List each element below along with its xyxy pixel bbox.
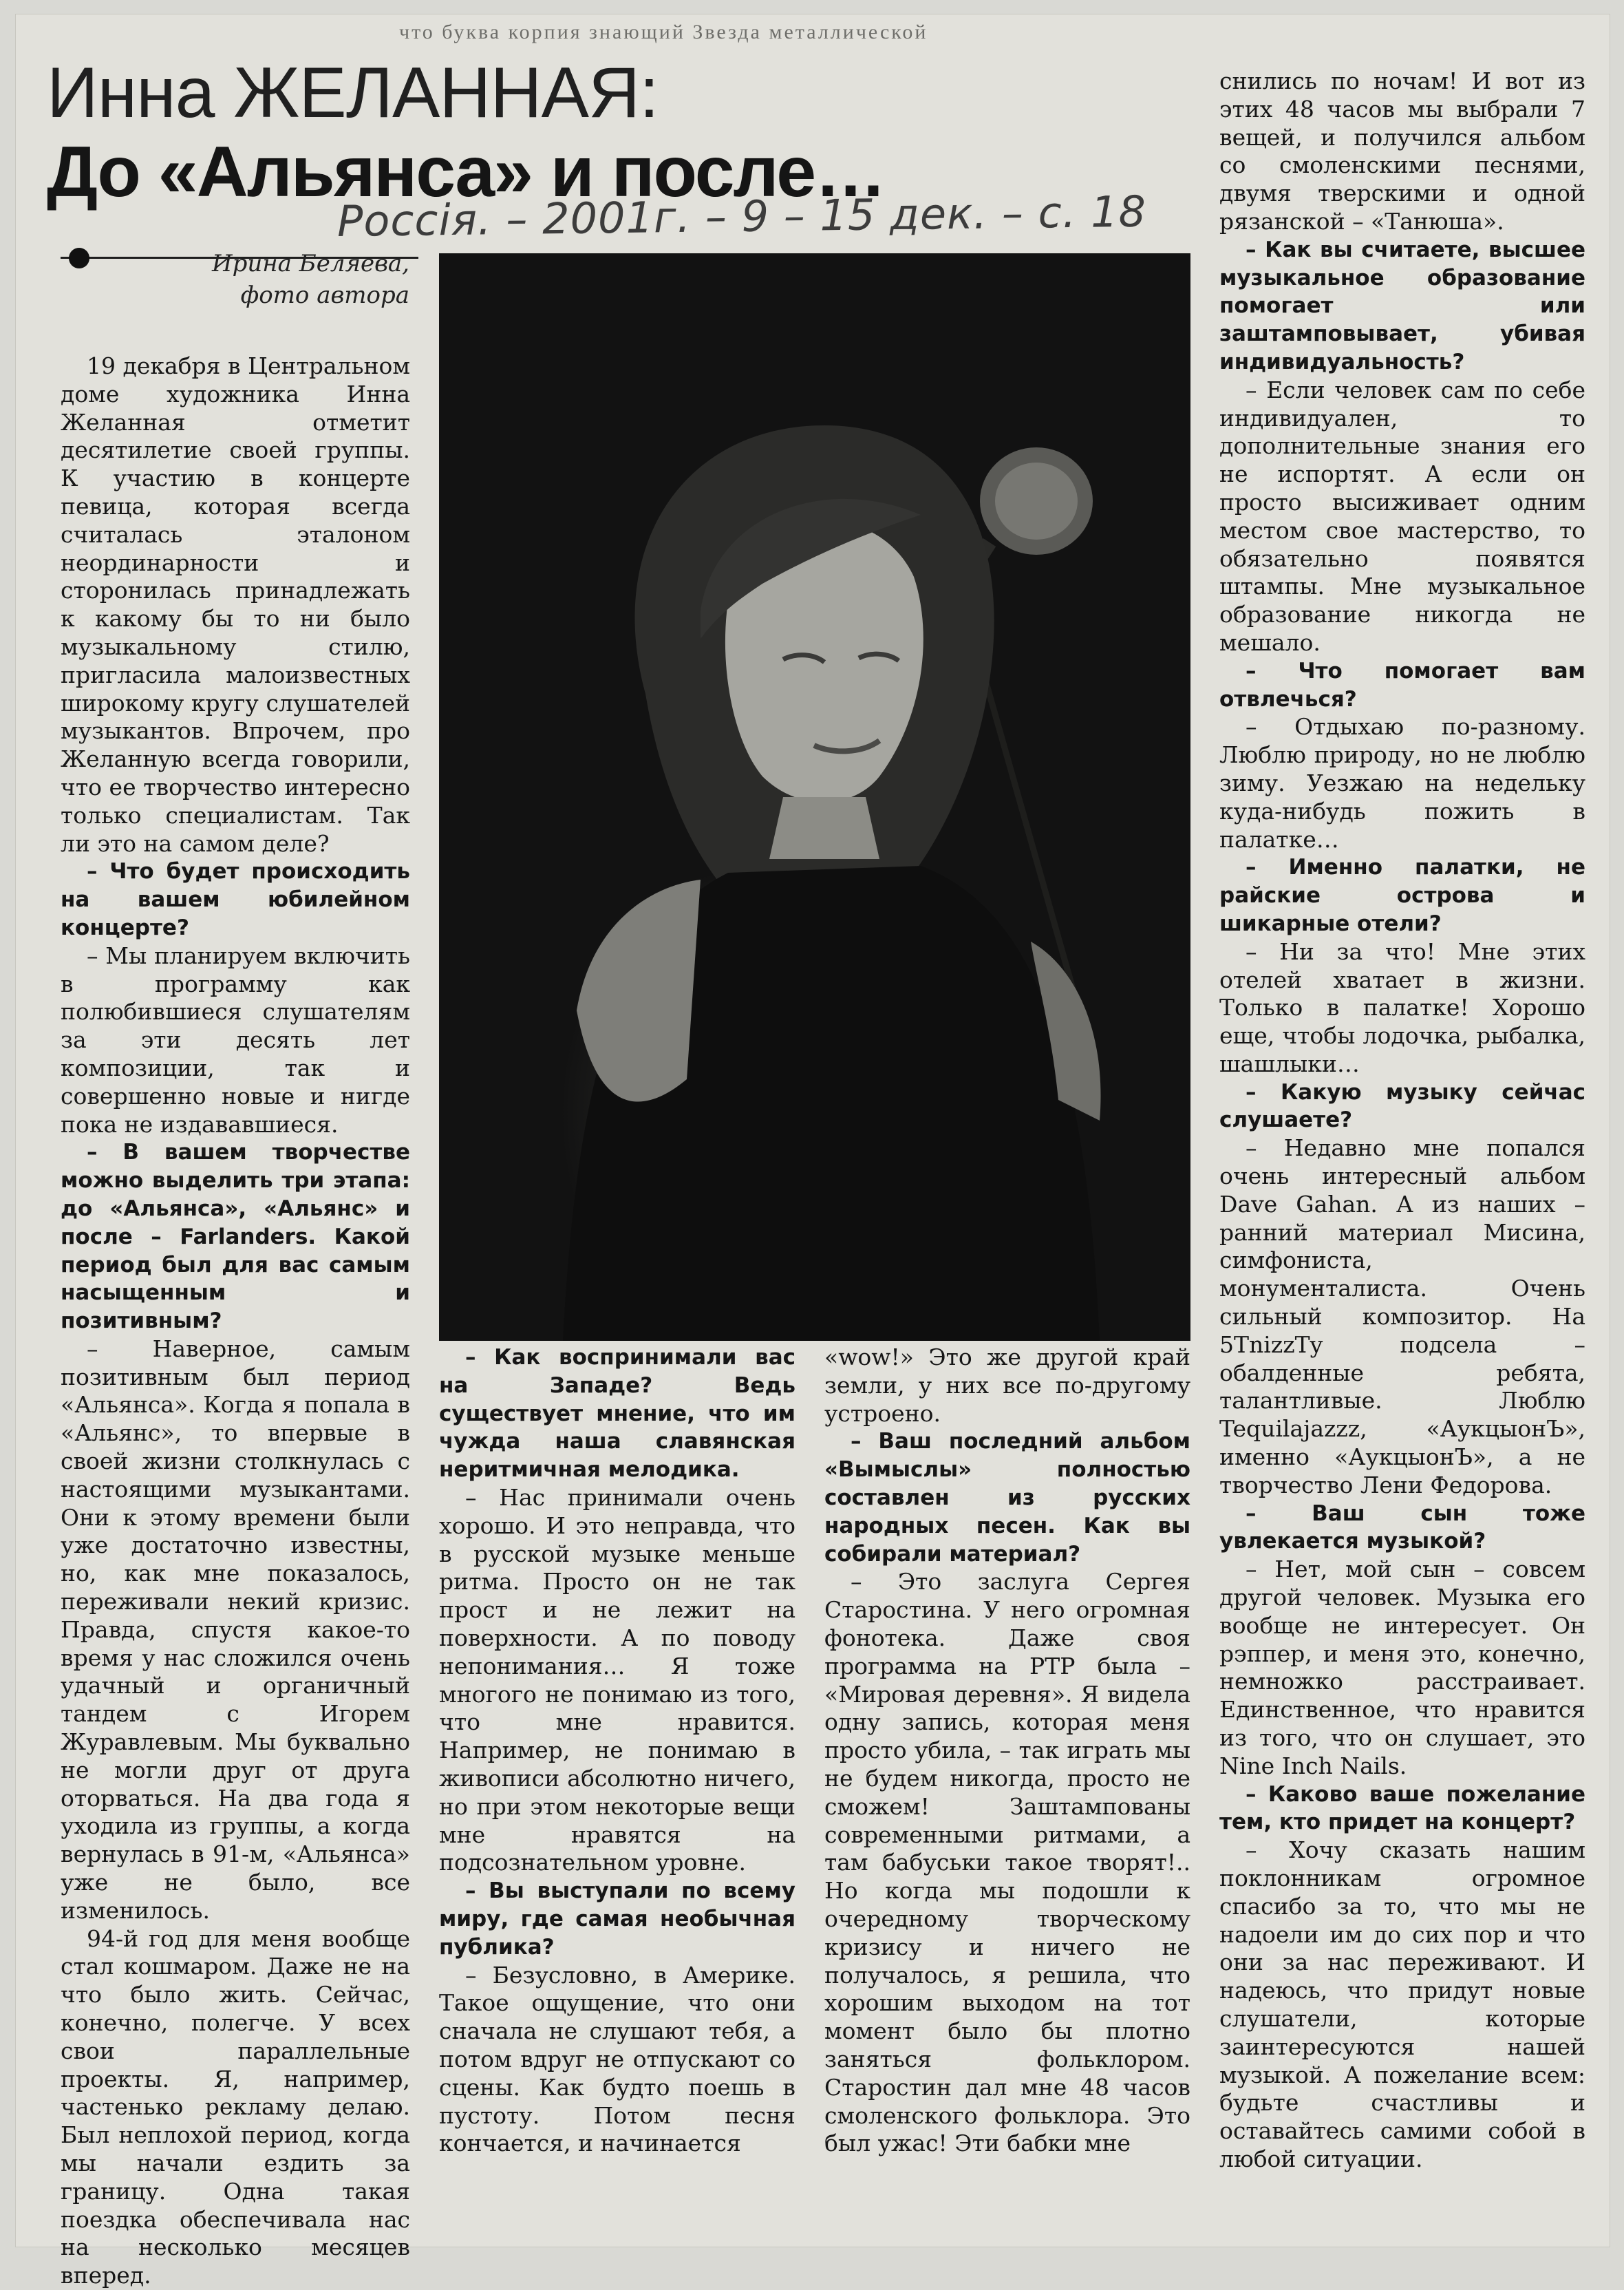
article-paragraph: – Нет, мой сын – совсем другой человек. Музыка его вообще не интересует. Он рэппер, и меня это, конечно, немножко расстраивает. Единственное, что нравится из того, что он слушает, это Nine Inch Nails. bbox=[1219, 1556, 1585, 1779]
article-paragraph: – Ни за что! Мне этих отелей хватает в жизни. Только в палатке! Хорошо еще, чтобы лодочка, рыбалка, шашлыки… bbox=[1219, 937, 1585, 1077]
article-paragraph: 19 декабря в Центральном доме художника Инна Желанная отметит десятилетие своей группы. К участию в концерте певица, которая всегда считалась эталоном неординарности и сторонилась принадлежать к какому бы то ни было музыкальному стилю, пригласила малоизвестных широкому кругу слушателей музыкантов. Впрочем, про Желанную всегда говорили, что ее творчество интересно только специалистам. Так ли это на самом деле? bbox=[61, 352, 410, 857]
article-paragraph: – Нас принимали очень хорошо. И это неправда, что в русской музыке меньше ритма. Просто он не так прост и не лежит на поверхности. А по поводу непонимания… Я тоже многого не понимаю из того, что мне нравится. Например, не понимаю в живописи абсолютно ничего, но при этом некоторые вещи мне нравятся на подсознательном уровне. bbox=[439, 1483, 795, 1876]
article-paragraph: – Наверное, самым позитивным был период «Альянса». Когда я попала в «Альянс», то впервые в своей жизни столкнулась с настоящими музыкантами. Они к этому времени были уже достаточно известны, но, как мне показалось, переживали некий кризис. Правда, спустя какое-то время у нас сложился очень удачный и органичный тандем с Игорем Журавлевым. Мы буквально не могли друг от друга оторваться. На два года я уходила из группы, а когда вернулась в 91-м, «Альянса» уже не было, все изменилось. bbox=[61, 1335, 410, 1924]
article-column-3 bbox=[824, 1344, 1190, 2238]
interview-question: – Ваш последний альбом «Вымыслы» полностью составлен из русских народных песен. Как вы собирали материал? bbox=[824, 1429, 1190, 1567]
portrait-photo bbox=[439, 253, 1190, 1341]
byline-author: Ирина Беляева, bbox=[211, 250, 409, 277]
article-paragraph: – Отдыхаю по-разному. Люблю природу, но не люблю зиму. Уезжаю на недельку куда-нибудь пожить в палатке… bbox=[1219, 713, 1585, 853]
article-paragraph: 94-й год для меня вообще стал кошмаром. Даже не на что было жить. Сейчас, конечно, полегче. У всех свои параллельные проекты. Я, например, частенько рекламу делаю. Был неплохой период, когда мы начали ездить за границу. Одна такая поездка обеспечивала нас на несколько месяцев вперед. bbox=[61, 1925, 410, 2289]
article-paragraph: – Недавно мне попался очень интересный альбом Dave Gahan. А из наших – ранний материал Мисина, симфониста, монументалиста. Очень сильный композитор. На 5TnizzTy подсела – обалденные ребята, талантливые. Люблю Tequilajazzz, «АукцыонЪ», именно «АукцыонЪ», а не творчество Лени Федорова. bbox=[1219, 1134, 1585, 1498]
article-column-4 bbox=[1219, 67, 1585, 2238]
article-column-1 bbox=[61, 352, 410, 2289]
interview-question: – Вы выступали по всему миру, где самая необычная публика? bbox=[439, 1878, 795, 1960]
continued-paragraph: снились по ночам! И вот из этих 48 часов мы выбрали 7 вещей, и получился альбом со смоленскими песнями, двумя тверскими и одной рязанской – «Танюша». bbox=[1219, 67, 1585, 235]
interview-question: – Что помогает вам отвлечься? bbox=[1219, 658, 1585, 712]
article-paragraph: – Хочу сказать нашим поклонникам огромное спасибо за то, что мы не надоели им до сих пор и что они за нас переживают. И надеюсь, что придут новые слушатели, которые заинтересуются нашей музыкой. А пожелание всем: будьте счастливы и оставайтесь самими собой в любой ситуации. bbox=[1219, 1836, 1585, 2172]
interview-question: – Что будет происходить на вашем юбилейном концерте? bbox=[61, 859, 410, 940]
article-column-2 bbox=[439, 1344, 795, 2238]
interview-question: – Как воспринимали вас на Западе? Ведь существует мнение, что им чужда наша славянская неритмичная мелодика. bbox=[439, 1345, 795, 1483]
bleed-through-text: что буква корпия знающий Звезда металлической bbox=[399, 21, 928, 43]
byline-bullet bbox=[69, 248, 89, 268]
article-paragraph: – Безусловно, в Америке. Такое ощущение, что они сначала не слушают тебя, а потом вдруг не отпускают со сцены. Как будто поешь в пустоту. Потом песня кончается, и начинается bbox=[439, 1961, 795, 2157]
article-paragraph: – Это заслуга Сергея Старостина. У него огромная фонотека. Даже своя программа на РТР была – «Мировая деревня». Я видела одну запись, которая меня просто убила, – так играть мы не будем никогда, просто не сможем! Заштампованы современными ритмами, а там бабуськи такое творят!.. Но когда мы подошли к очередному творческому кризису и ничего не получалось, я решила, что хорошим выходом на тот момент было бы плотно заняться фольклором. Старостин дал мне 48 часов смоленского фольклора. Это был ужас! Эти бабки мне bbox=[824, 1568, 1190, 2157]
headline-name: Инна ЖЕЛАННАЯ: bbox=[47, 53, 659, 133]
interview-question: – В вашем творчестве можно выделить три этапа: до «Альянса», «Альянс» и после – Farlanders. Какой период был для вас самым насыщенным и позитивным? bbox=[61, 1140, 410, 1334]
byline-role: фото автора bbox=[240, 282, 409, 309]
interview-question: – Ваш сын тоже увлекается музыкой? bbox=[1219, 1501, 1585, 1554]
portrait-illustration bbox=[439, 253, 1190, 1341]
interview-question: – Каково ваше пожелание тем, кто придет на концерт? bbox=[1219, 1781, 1585, 1835]
article-paragraph: – Мы планируем включить в программу как полюбившиеся слушателям за эти десять лет композиции, так и совершенно новые и нигде пока не издававшиеся. bbox=[61, 942, 410, 1138]
headline-main: До «Альянса» и после… bbox=[47, 132, 886, 212]
continued-paragraph: «wow!» Это же другой край земли, у них все по-другому устроено. bbox=[824, 1344, 1190, 1427]
interview-question: – Именно палатки, не райские острова и шикарные отели? bbox=[1219, 855, 1585, 936]
byline bbox=[145, 248, 409, 311]
article-paragraph: – Если человек сам по себе индивидуален, то дополнительные знания его не испортят. А если он просто высиживает одним местом свое мастерство, то обязательно появятся штампы. Мне музыкальное образование никогда не мешало. bbox=[1219, 376, 1585, 656]
interview-question: – Как вы считаете, высшее музыкальное образование помогает или заштамповывает, убивая индивидуальность? bbox=[1219, 237, 1585, 374]
interview-question: – Какую музыку сейчас слушаете? bbox=[1219, 1079, 1585, 1133]
handwritten-source-note: Россія. – 2001г. – 9 – 15 дек. – с. 18 bbox=[336, 186, 1147, 246]
